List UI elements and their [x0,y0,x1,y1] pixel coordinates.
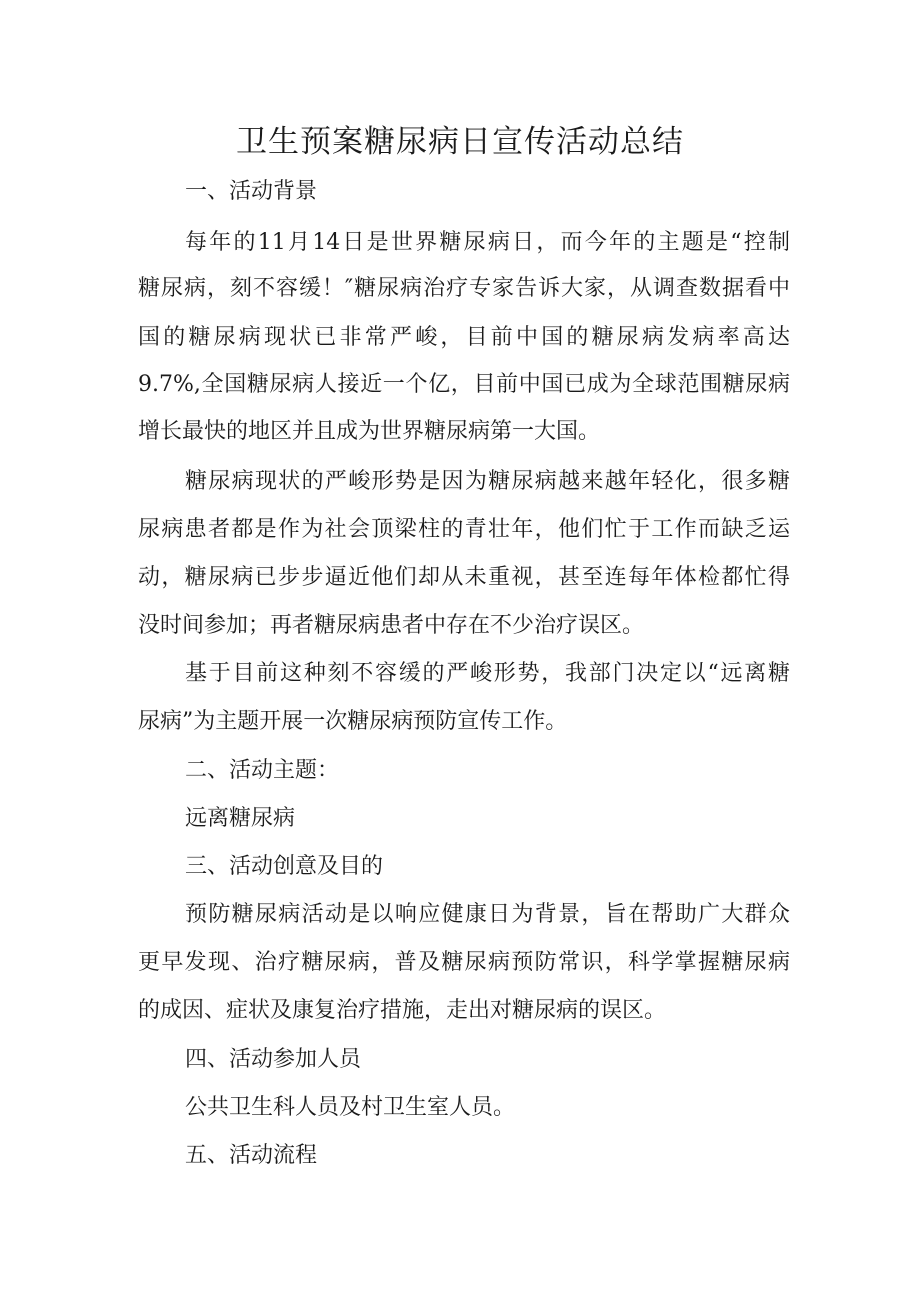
paragraph-line: 国的糖尿病现状已非常严峻，目前中国的糖尿病发病率高达 [138,325,790,350]
paragraph-line: 更早发现、治疗糖尿病，普及糖尿病预防常识，科学掌握糖尿病 [138,950,790,975]
theme-text: 远离糖尿病 [185,806,296,831]
participants-text: 公共卫生科人员及村卫生室人员。 [185,1095,516,1120]
paragraph-line: 糖尿病，刻不容缓！″糖尿病治疗专家告诉大家，从调查数据看中 [138,276,790,301]
document-title: 卫生预案糖尿病日宣传活动总结 [236,124,684,160]
paragraph-line: 没时间参加；再者糖尿病患者中存在不少治疗误区。 [138,613,645,638]
section-heading-theme: 二、活动主题： [185,758,340,783]
section-heading-background: 一、活动背景 [185,179,318,204]
paragraph-line: 动，糖尿病已步步逼近他们却从未重视，甚至连每年体检都忙得 [138,565,790,590]
paragraph-line: 增长最快的地区并且成为世界糖尿病第一大国。 [138,419,601,444]
section-heading-participants: 四、活动参加人员 [185,1047,362,1072]
section-heading-purpose: 三、活动创意及目的 [185,854,384,879]
paragraph-line: 糖尿病现状的严峻形势是因为糖尿病越来越年轻化，很多糖 [185,469,790,494]
paragraph-line: 9.7%,全国糖尿病人接近一个亿，目前中国已成为全球范围糖尿病 [138,372,790,397]
paragraph-line: 预防糖尿病活动是以响应健康日为背景，旨在帮助广大群众 [185,902,790,927]
paragraph-line: 尿病”为主题开展一次糖尿病预防宣传工作。 [138,709,568,734]
paragraph-line: 基于目前这种刻不容缓的严峻形势，我部门决定以“远离糖 [185,661,790,686]
paragraph-line: 的成因、症状及康复治疗措施，走出对糖尿病的误区。 [138,998,667,1023]
section-heading-process: 五、活动流程 [185,1143,318,1168]
paragraph-line: 每年的11月14日是世界糖尿病日，而今年的主题是“控制 [185,230,790,255]
paragraph-line: 尿病患者都是作为社会顶梁柱的青壮年，他们忙于工作而缺乏运 [138,517,790,542]
